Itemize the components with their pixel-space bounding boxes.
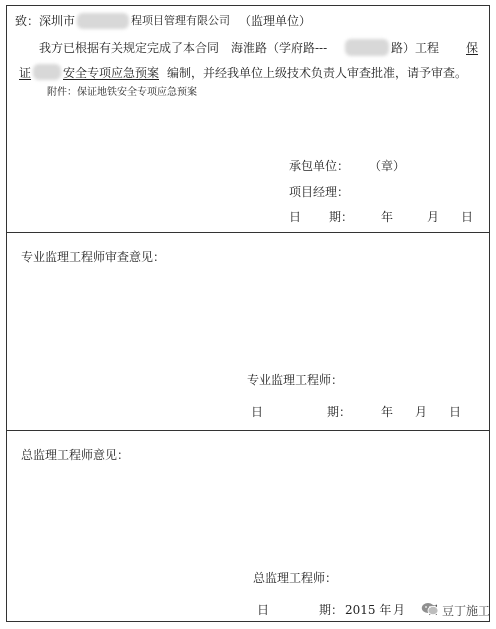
wechat-icon — [421, 602, 439, 619]
to-role: （监理单位） — [239, 14, 312, 28]
project-manager-label: 项目经理： — [289, 185, 350, 199]
approval-form — [6, 5, 490, 622]
date-year: 2015 年 — [345, 603, 392, 617]
date-day: 日 — [449, 405, 462, 419]
section-divider — [7, 430, 489, 431]
chief-signer-label: 总监理工程师： — [253, 571, 338, 585]
date-month: 月 — [393, 603, 406, 617]
plan-name: 安全专项应急预案 — [63, 66, 160, 80]
date-year: 年 — [381, 210, 394, 224]
line-end-char: 保 — [466, 41, 479, 55]
contractor-label: 承包单位： — [289, 159, 350, 173]
to-prefix: 致： — [15, 14, 40, 28]
road-name: 海淮路（学府路--- — [231, 41, 328, 55]
section-divider — [7, 232, 489, 233]
date-label-2: 期： — [327, 405, 352, 419]
chief-review-title: 总监理工程师意见： — [21, 448, 130, 462]
date-day: 日 — [461, 210, 474, 224]
date-year: 年 — [381, 405, 394, 419]
contract-text: 我方已根据有关规定完成了本合同 — [39, 41, 220, 55]
date-label-1: 日 — [289, 210, 302, 224]
date-label-1: 日 — [257, 603, 270, 617]
to-company: 程项目管理有限公司 — [131, 14, 230, 27]
redaction-blur — [33, 64, 61, 80]
road-tail: 路）工程 — [391, 41, 440, 55]
date-month: 月 — [427, 210, 440, 224]
redaction-blur — [77, 13, 129, 29]
redaction-blur — [345, 39, 389, 56]
watermark — [421, 602, 490, 619]
plan-description: 编制，并经我单位上级技术负责人审查批准，请予审查。 — [167, 66, 468, 80]
specialist-review-title: 专业监理工程师审查意见： — [21, 250, 166, 264]
attachment-note: 附件：保证地铁安全专项应急预案 — [47, 87, 197, 98]
to-city: 深圳市 — [39, 14, 76, 28]
date-label-2: 期： — [329, 210, 354, 224]
contractor-seal: （章） — [369, 159, 406, 173]
date-label-2: 期： — [319, 603, 344, 617]
watermark-text: 豆丁施工 — [441, 604, 490, 618]
specialist-signer-label: 专业监理工程师： — [247, 373, 344, 387]
line-start-char: 证 — [19, 66, 32, 80]
date-month: 月 — [415, 405, 428, 419]
date-label-1: 日 — [251, 405, 264, 419]
